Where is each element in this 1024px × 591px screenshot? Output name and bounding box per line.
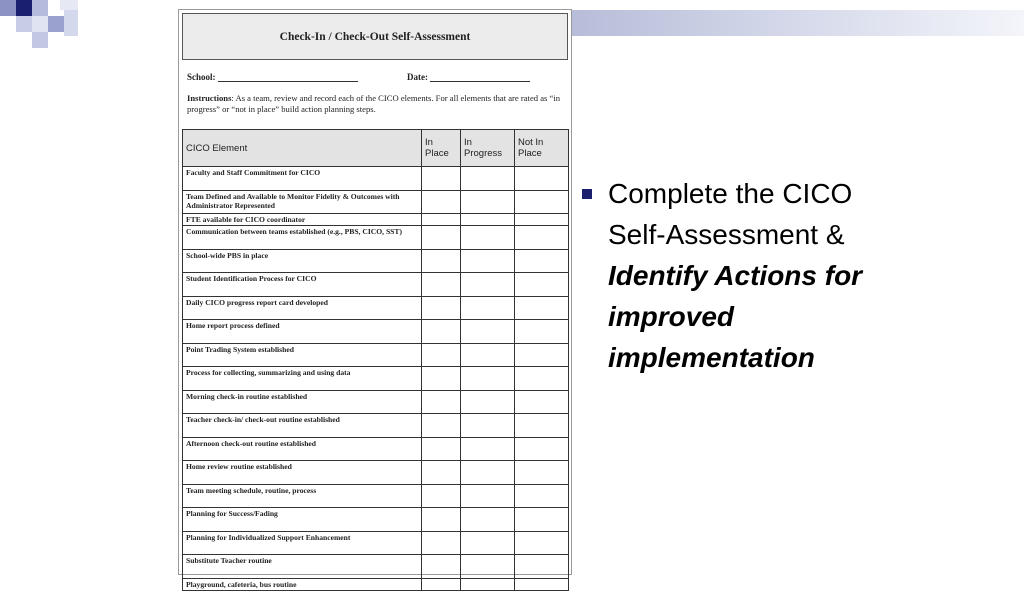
element-cell: Substitute Teacher routine (183, 555, 422, 579)
table-row (183, 390, 569, 414)
decor-square-1 (0, 0, 16, 16)
element-cell: Daily CICO progress report card developed (183, 296, 422, 320)
school-field (187, 72, 358, 82)
in-progress-cell[interactable] (461, 273, 515, 297)
in-progress-cell[interactable] (461, 484, 515, 508)
not-in-place-cell[interactable] (515, 390, 569, 414)
table-row (183, 249, 569, 273)
table-row (183, 273, 569, 297)
bullet-line: Complete the CICO Self-Assessment & (608, 178, 853, 250)
element-cell: Playground, cafeteria, bus routine (183, 578, 422, 590)
date-field (407, 72, 530, 82)
in-progress-cell[interactable] (461, 531, 515, 555)
header-in-place: In Place (422, 130, 461, 167)
instructions-text: : As a team, review and record each of the CICO elements. For all elements that are rated as “in progress” or “not in place” build action planning steps. (187, 93, 561, 114)
not-in-place-cell[interactable] (515, 226, 569, 250)
decor-square-8 (60, 0, 78, 10)
in-place-cell[interactable] (422, 555, 461, 579)
table-row (183, 555, 569, 579)
in-progress-cell[interactable] (461, 367, 515, 391)
in-progress-cell[interactable] (461, 167, 515, 191)
element-cell: Faculty and Staff Commitment for CICO (183, 167, 422, 191)
in-progress-cell[interactable] (461, 226, 515, 250)
table-row (183, 578, 569, 590)
in-place-cell[interactable] (422, 190, 461, 214)
not-in-place-cell[interactable] (515, 578, 569, 590)
table-row (183, 484, 569, 508)
table-row (183, 414, 569, 438)
table-row (183, 190, 569, 214)
not-in-place-cell[interactable] (515, 273, 569, 297)
table-row (183, 320, 569, 344)
element-cell: Home report process defined (183, 320, 422, 344)
not-in-place-cell[interactable] (515, 343, 569, 367)
decor-square-9 (64, 10, 78, 36)
table-row (183, 461, 569, 485)
in-place-cell[interactable] (422, 343, 461, 367)
in-progress-cell[interactable] (461, 249, 515, 273)
element-cell: Team Defined and Available to Monitor Fidelity & Outcomes with Administrator Represented (183, 190, 422, 214)
not-in-place-cell[interactable] (515, 484, 569, 508)
in-progress-cell[interactable] (461, 437, 515, 461)
not-in-place-cell[interactable] (515, 461, 569, 485)
bullet-emphasis: Identify Actions for improved implementation (608, 260, 863, 373)
not-in-place-cell[interactable] (515, 367, 569, 391)
element-cell: School-wide PBS in place (183, 249, 422, 273)
in-progress-cell[interactable] (461, 461, 515, 485)
table-row (183, 531, 569, 555)
not-in-place-cell[interactable] (515, 190, 569, 214)
element-cell: Point Trading System established (183, 343, 422, 367)
header-cico-element: CICO Element (183, 130, 422, 167)
not-in-place-cell[interactable] (515, 508, 569, 532)
element-cell: FTE available for CICO coordinator (183, 214, 422, 226)
in-progress-cell[interactable] (461, 390, 515, 414)
not-in-place-cell[interactable] (515, 214, 569, 226)
in-place-cell[interactable] (422, 390, 461, 414)
in-progress-cell[interactable] (461, 296, 515, 320)
not-in-place-cell[interactable] (515, 414, 569, 438)
element-cell: Team meeting schedule, routine, process (183, 484, 422, 508)
bullet-text (608, 173, 888, 378)
document-title: Check-In / Check-Out Self-Assessment (182, 13, 568, 60)
in-place-cell[interactable] (422, 437, 461, 461)
in-place-cell[interactable] (422, 226, 461, 250)
in-place-cell[interactable] (422, 214, 461, 226)
in-progress-cell[interactable] (461, 214, 515, 226)
school-blank (218, 73, 358, 82)
in-progress-cell[interactable] (461, 320, 515, 344)
in-place-cell[interactable] (422, 249, 461, 273)
in-place-cell[interactable] (422, 414, 461, 438)
not-in-place-cell[interactable] (515, 167, 569, 191)
in-place-cell[interactable] (422, 367, 461, 391)
decor-square-7 (32, 32, 48, 48)
self-assessment-document (178, 9, 572, 589)
in-place-cell[interactable] (422, 273, 461, 297)
decor-gradient-bar (570, 10, 1024, 36)
element-cell: Morning check-in routine established (183, 390, 422, 414)
element-cell: Planning for Individualized Support Enhancement (183, 531, 422, 555)
element-cell: Teacher check-in/ check-out routine established (183, 414, 422, 438)
table-header-row (183, 130, 569, 167)
school-label: School: (187, 72, 216, 82)
in-progress-cell[interactable] (461, 343, 515, 367)
table-row (183, 437, 569, 461)
element-cell: Planning for Success/Fading (183, 508, 422, 532)
instructions (187, 93, 567, 115)
bullet-square-icon (582, 189, 592, 199)
in-progress-cell[interactable] (461, 578, 515, 590)
table-row (183, 214, 569, 226)
header-in-progress: In Progress (461, 130, 515, 167)
in-place-cell[interactable] (422, 508, 461, 532)
cico-table (182, 129, 569, 591)
in-progress-cell[interactable] (461, 190, 515, 214)
instructions-label: Instructions (187, 93, 232, 103)
not-in-place-cell[interactable] (515, 296, 569, 320)
table-row (183, 226, 569, 250)
in-place-cell[interactable] (422, 167, 461, 191)
table-row (183, 167, 569, 191)
not-in-place-cell[interactable] (515, 531, 569, 555)
element-cell: Home review routine established (183, 461, 422, 485)
decor-square-2 (16, 0, 32, 16)
element-cell: Student Identification Process for CICO (183, 273, 422, 297)
in-progress-cell[interactable] (461, 508, 515, 532)
element-cell: Afternoon check-out routine established (183, 437, 422, 461)
not-in-place-cell[interactable] (515, 437, 569, 461)
not-in-place-cell[interactable] (515, 555, 569, 579)
in-place-cell[interactable] (422, 484, 461, 508)
table-row (183, 296, 569, 320)
not-in-place-cell[interactable] (515, 320, 569, 344)
in-progress-cell[interactable] (461, 414, 515, 438)
in-progress-cell[interactable] (461, 555, 515, 579)
element-cell: Communication between teams established (e.g., PBS, CICO, SST) (183, 226, 422, 250)
in-place-cell[interactable] (422, 531, 461, 555)
decor-square-5 (32, 16, 48, 32)
date-blank (430, 73, 530, 82)
in-place-cell[interactable] (422, 320, 461, 344)
table-row (183, 343, 569, 367)
in-place-cell[interactable] (422, 461, 461, 485)
date-label: Date: (407, 72, 428, 82)
decor-square-3 (32, 0, 48, 16)
element-cell: Process for collecting, summarizing and using data (183, 367, 422, 391)
decor-square-4 (16, 16, 32, 32)
in-place-cell[interactable] (422, 578, 461, 590)
table-row (183, 508, 569, 532)
not-in-place-cell[interactable] (515, 249, 569, 273)
in-place-cell[interactable] (422, 296, 461, 320)
decor-square-6 (48, 16, 64, 32)
table-row (183, 367, 569, 391)
header-not-in-place: Not In Place (515, 130, 569, 167)
